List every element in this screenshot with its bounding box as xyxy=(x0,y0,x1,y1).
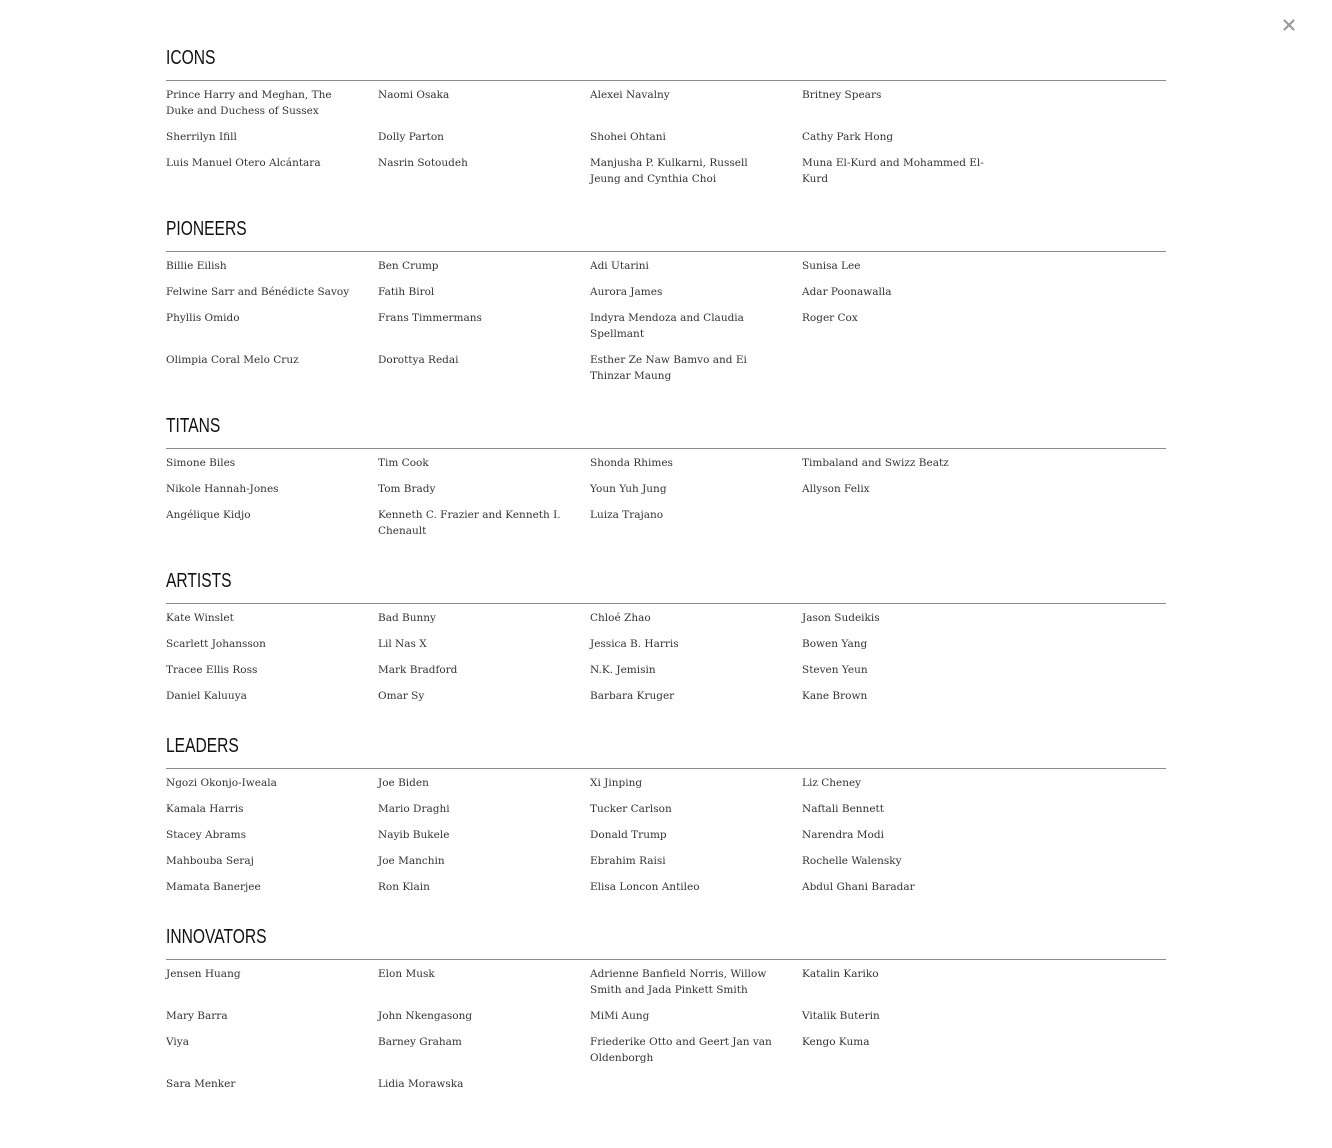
honoree-link[interactable]: Shonda Rhimes xyxy=(590,457,673,469)
honoree-link[interactable]: Tim Cook xyxy=(378,457,429,469)
honoree-link[interactable]: Ngozi Okonjo-Iweala xyxy=(166,777,277,789)
honoree-link[interactable]: Kamala Harris xyxy=(166,803,244,815)
honoree-link[interactable]: Fatih Birol xyxy=(378,286,435,298)
honoree-link[interactable]: Felwine Sarr and Bénédicte Savoy xyxy=(166,286,350,298)
section-titans xyxy=(166,414,1166,549)
section-divider xyxy=(166,80,1166,81)
honoree-link[interactable]: Angélique Kidjo xyxy=(166,509,251,521)
honoree-link[interactable]: MiMi Aung xyxy=(590,1010,650,1022)
honoree-link[interactable]: Joe Manchin xyxy=(378,855,445,867)
honoree-link[interactable]: Kengo Kuma xyxy=(802,1036,870,1048)
honoree-link[interactable]: Esther Ze Naw Bamvo and Ei Thinzar Maung xyxy=(590,354,747,382)
honoree-link[interactable]: Britney Spears xyxy=(802,89,882,101)
honoree-link[interactable]: Mahbouba Seraj xyxy=(166,855,254,867)
name-grid xyxy=(166,258,1166,394)
honoree-link[interactable]: Jason Sudeikis xyxy=(802,612,880,624)
honoree-link[interactable]: Allyson Felix xyxy=(802,483,870,495)
honoree-link[interactable]: Kane Brown xyxy=(802,690,868,702)
honoree-link[interactable]: Ben Crump xyxy=(378,260,439,272)
honoree-link[interactable]: Adar Poonawalla xyxy=(802,286,892,298)
honoree-link[interactable]: Roger Cox xyxy=(802,312,858,324)
honoree-link[interactable]: Lil Nas X xyxy=(378,638,427,650)
section-divider xyxy=(166,768,1166,769)
honoree-link[interactable]: Friederike Otto and Geert Jan van Oldenborgh xyxy=(590,1036,772,1064)
honoree-link[interactable]: Stacey Abrams xyxy=(166,829,246,841)
honoree-link[interactable]: Ron Klain xyxy=(378,881,430,893)
honoree-link[interactable]: Elisa Loncon Antileo xyxy=(590,881,700,893)
close-button[interactable] xyxy=(1277,13,1301,37)
honoree-link[interactable]: Jessica B. Harris xyxy=(590,638,679,650)
honoree-link[interactable]: Rochelle Walensky xyxy=(802,855,902,867)
honoree-link[interactable]: Adrienne Banfield Norris, Willow Smith and Jada Pinkett Smith xyxy=(590,968,767,996)
honoree-link[interactable]: Youn Yuh Jung xyxy=(590,483,667,495)
honoree-link[interactable]: Omar Sy xyxy=(378,690,425,702)
section-divider xyxy=(166,251,1166,252)
section-divider xyxy=(166,448,1166,449)
honoree-link[interactable]: Adi Utarini xyxy=(590,260,649,272)
honoree-link[interactable]: Sara Menker xyxy=(166,1078,236,1090)
section-innovators xyxy=(166,925,1166,1102)
honoree-link[interactable]: Luis Manuel Otero Alcántara xyxy=(166,157,321,169)
honoree-link[interactable]: Muna El-Kurd and Mohammed El-Kurd xyxy=(802,157,984,185)
honoree-link[interactable]: Steven Yeun xyxy=(802,664,868,676)
honoree-link[interactable]: Billie Eilish xyxy=(166,260,227,272)
honoree-link[interactable]: Frans Timmermans xyxy=(378,312,482,324)
honoree-link[interactable]: Dolly Parton xyxy=(378,131,444,143)
honoree-link[interactable]: Bowen Yang xyxy=(802,638,868,650)
honoree-link[interactable]: Ebrahim Raisi xyxy=(590,855,666,867)
section-title: ICONS xyxy=(166,47,216,69)
honoree-link[interactable]: Kenneth C. Frazier and Kenneth I. Chenault xyxy=(378,509,561,537)
honoree-link[interactable]: Scarlett Johansson xyxy=(166,638,266,650)
section-title: PIONEERS xyxy=(166,218,247,240)
honoree-link[interactable]: Timbaland and Swizz Beatz xyxy=(802,457,949,469)
honoree-link[interactable]: Tracee Ellis Ross xyxy=(166,664,258,676)
section-divider xyxy=(166,603,1166,604)
honoree-link[interactable]: Manjusha P. Kulkarni, Russell Jeung and Cynthia Choi xyxy=(590,157,748,185)
honoree-link[interactable]: Prince Harry and Meghan, The Duke and Duchess of Sussex xyxy=(166,89,332,117)
honoree-link[interactable]: Liz Cheney xyxy=(802,777,862,789)
honoree-link[interactable]: Shohei Ohtani xyxy=(590,131,666,143)
honoree-link[interactable]: Abdul Ghani Baradar xyxy=(802,881,915,893)
honoree-link[interactable]: Naftali Bennett xyxy=(802,803,884,815)
honoree-link[interactable]: Nasrin Sotoudeh xyxy=(378,157,468,169)
section-pioneers xyxy=(166,217,1166,394)
honoree-link[interactable]: Mamata Banerjee xyxy=(166,881,261,893)
honoree-link[interactable]: Simone Biles xyxy=(166,457,236,469)
honoree-link[interactable]: Daniel Kaluuya xyxy=(166,690,247,702)
honoree-link[interactable]: Kate Winslet xyxy=(166,612,234,624)
honoree-link[interactable]: Tucker Carlson xyxy=(590,803,672,815)
honoree-link[interactable]: Narendra Modi xyxy=(802,829,884,841)
honoree-link[interactable]: Joe Biden xyxy=(378,777,429,789)
honoree-link[interactable]: Dorottya Redai xyxy=(378,354,459,366)
honoree-link[interactable]: Mario Draghi xyxy=(378,803,450,815)
honoree-link[interactable]: Viya xyxy=(166,1036,189,1048)
honoree-link[interactable]: Naomi Osaka xyxy=(378,89,450,101)
honoree-link[interactable]: Tom Brady xyxy=(378,483,436,495)
honoree-link[interactable]: Barney Graham xyxy=(378,1036,462,1048)
honoree-link[interactable]: Cathy Park Hong xyxy=(802,131,894,143)
honoree-link[interactable]: Aurora James xyxy=(590,286,663,298)
honoree-link[interactable]: Luiza Trajano xyxy=(590,509,664,521)
name-grid xyxy=(166,966,1166,1102)
section-icons xyxy=(166,46,1166,197)
section-title: ARTISTS xyxy=(166,570,232,592)
name-grid xyxy=(166,775,1166,905)
name-grid xyxy=(166,87,1166,197)
honoree-link[interactable]: N.K. Jemisin xyxy=(590,664,656,676)
honoree-link[interactable]: Elon Musk xyxy=(378,968,435,980)
honoree-link[interactable]: Alexei Navalny xyxy=(590,89,670,101)
name-grid xyxy=(166,455,1166,549)
honoree-link[interactable]: Chloé Zhao xyxy=(590,612,651,624)
honoree-link[interactable]: Nikole Hannah-Jones xyxy=(166,483,279,495)
honoree-link[interactable]: Xi Jinping xyxy=(590,777,643,789)
honoree-link[interactable]: Mark Bradford xyxy=(378,664,458,676)
honoree-link[interactable]: Vitalik Buterin xyxy=(802,1010,880,1022)
name-grid xyxy=(166,610,1166,714)
honoree-link[interactable]: Indyra Mendoza and Claudia Spellmant xyxy=(590,312,744,340)
honoree-link[interactable]: Donald Trump xyxy=(590,829,667,841)
honoree-link[interactable]: Sunisa Lee xyxy=(802,260,861,272)
honoree-link[interactable]: Nayib Bukele xyxy=(378,829,450,841)
honoree-link[interactable]: John Nkengasong xyxy=(378,1010,473,1022)
close-icon xyxy=(1283,19,1295,31)
honoree-link[interactable]: Katalin Kariko xyxy=(802,968,879,980)
honoree-link[interactable]: Jensen Huang xyxy=(166,968,241,980)
honoree-link[interactable]: Phyllis Omido xyxy=(166,312,240,324)
section-title: INNOVATORS xyxy=(166,926,267,948)
honoree-link[interactable]: Mary Barra xyxy=(166,1010,228,1022)
honoree-link[interactable]: Sherrilyn Ifill xyxy=(166,131,237,143)
honoree-link[interactable]: Bad Bunny xyxy=(378,612,436,624)
section-title: TITANS xyxy=(166,415,221,437)
honoree-link[interactable]: Barbara Kruger xyxy=(590,690,675,702)
honoree-link[interactable]: Olimpia Coral Melo Cruz xyxy=(166,354,299,366)
section-title: LEADERS xyxy=(166,735,239,757)
section-leaders xyxy=(166,734,1166,905)
section-divider xyxy=(166,959,1166,960)
honoree-link[interactable]: Lidia Morawska xyxy=(378,1078,464,1090)
section-artists xyxy=(166,569,1166,714)
